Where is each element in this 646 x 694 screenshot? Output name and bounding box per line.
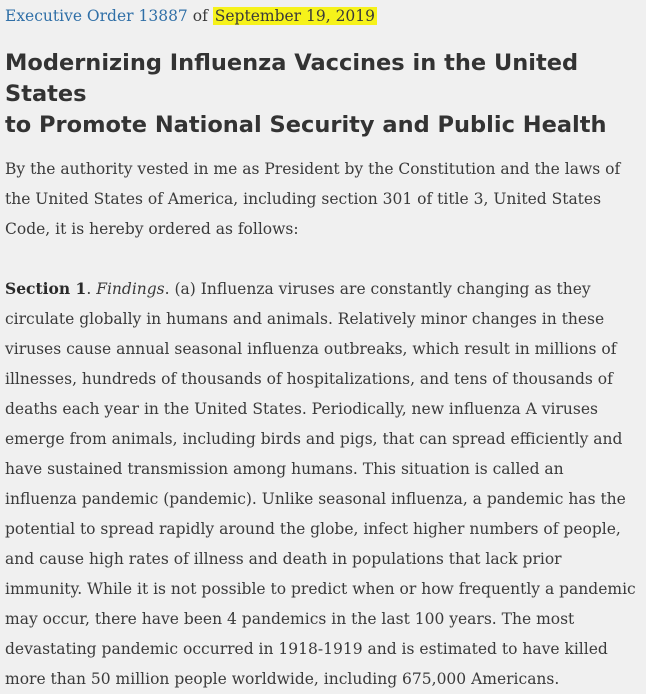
title-line-1: Modernizing Influenza Vaccines in the United States — [5, 50, 579, 107]
executive-order-link[interactable]: Executive Order 13887 — [5, 7, 188, 25]
document-title — [5, 48, 636, 141]
section-1-body: . (a) Influenza viruses are constantly changing as they circulate globally in humans and animals. Relatively minor changes in these viruses cause annual seasonal influenza outbreaks, which result in millions of illnesses, hundreds of thousands of hospitalizations, and tens of thousands of deaths each year in the United States. Periodically, new influenza A viruses emerge from animals, including birds and pigs, that can spread efficiently and have sustained transmission among humans. This situation is called an influenza pandemic (pandemic). Unlike seasonal influenza, a pandemic has the potential to spread rapidly around the globe, infect higher numbers of people, and cause high rates of illness and death in populations that lack prior immunity. While it is not possible to predict when or how frequently a pandemic may occur, there have been 4 pandemics in the last 100 years. The most devastating pandemic occurred in 1918-1919 and is estimated to have killed more than 50 million people worldwide, including 675,000 Americans. — [5, 280, 636, 688]
title-line-2: to Promote National Security and Public Health — [5, 112, 607, 138]
section-1-separator: . — [86, 280, 97, 298]
section-1-label: Section 1 — [5, 279, 87, 298]
section-1-paragraph — [5, 274, 636, 694]
order-meta — [5, 0, 636, 26]
intro-paragraph: By the authority vested in me as President by the Constitution and the laws of the United States of America, including section 301 of title 3, United States Code, it is hereby ordered as follows: — [5, 160, 621, 238]
section-1-heading: Findings — [96, 280, 165, 298]
highlighted-date: September 19, 2019 — [214, 7, 376, 25]
of-text: of — [192, 7, 208, 25]
